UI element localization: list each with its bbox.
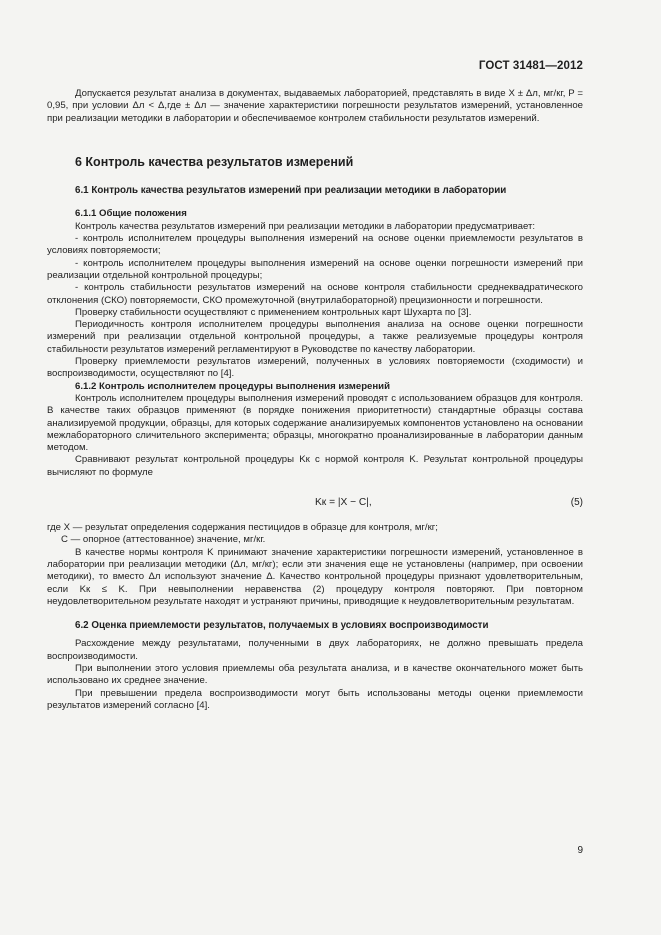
paragraph: Расхождение между результатами, полученными в двух лабораториях, не должно превышать предела воспроизводимости. [47,638,583,662]
paragraph: В качестве нормы контроля K принимают значение характеристики погрешности измерений, установленное в лаборатории при реализации методики (Δл, мг/кг); если эти значения еще не установлены (например, при освоении методики), то вместо Δл используют значение Δ. Качество контрольной процедуры признают удовлетворительным, если Kк ≤ K. При невыполнении неравенства (2) процедуру контроля повторяют. При повторном неудовлетворительном результате находят и устраняют причины, приводящие к неудовлетворительным результатам. [47,546,583,607]
list-item: - контроль исполнителем процедуры выполнения измерений на основе оценки приемлемости результатов в условиях повторяемости; [47,233,583,257]
paragraph: Контроль качества результатов измерений при реализации методики в лаборатории предусматривает: [75,220,536,232]
paragraph: Проверку стабильности осуществляют с применением контрольных карт Шухарта по [3]. [75,306,472,318]
page-content [47,88,583,712]
paragraph: Периодичность контроля исполнителем процедуры выполнения анализа на основе оценки погрешности измерений при реализации отдельной контрольной процедуры, а также реализуемые процедуры контроля стабильности результатов измерений регламентируют в Руководстве по качеству лаборатории. [47,319,583,355]
section-6-2-heading: 6.2 Оценка приемлемости результатов, получаемых в условиях воспроизводимости [75,620,489,632]
formula-expression: Kк = |X − C|, [315,497,372,509]
section-6-1-2-heading: 6.1.2 Контроль исполнителем процедуры выполнения измерений [75,380,390,392]
formula-legend: C — опорное (аттестованное) значение, мг/кг. [61,534,266,546]
paragraph: Контроль исполнителем процедуры выполнения измерений проводят с использованием образцов для контроля. В качестве таких образцов применяют (в порядке понижения приоритетности) стандартные образцы состава анализируемой продукции, образцы, для которых содержание анализируемых компонентов установлено на основании межлабораторного сличительного эксперимента; образцы, многократно проанализированные в лаборатории данным методом. [47,392,583,454]
list-item: - контроль стабильности результатов измерений на основе контроля стабильности среднеквадратического отклонения (СКО) повторяемости, СКО промежуточной (внутрилабораторной) прецизионности и погрешности. [47,282,583,306]
paragraph: Проверку приемлемости результатов измерений, полученных в условиях повторяемости (сходимости) и воспроизводимости, осуществляют по [4]. [47,356,583,380]
section-6-1-1-heading: 6.1.1 Общие положения [75,208,187,220]
formula-5 [47,497,583,511]
section-6-1-heading: 6.1 Контроль качества результатов измерений при реализации методики в лаборатории [75,185,507,197]
paragraph: Сравнивают результат контрольной процедуры Kк с нормой контроля K. Результат контрольной процедуры вычисляют по формуле [47,454,583,478]
standard-header: ГОСТ 31481—2012 [478,60,583,72]
formula-number: (5) [570,497,583,509]
paragraph: При выполнении этого условия приемлемы оба результата анализа, и в качестве окончательного может быть использовано их среднее значение. [47,662,583,687]
list-item: - контроль исполнителем процедуры выполнения измерений на основе оценки погрешности измерений при реализации отдельной контрольной процедуры; [47,257,583,281]
paragraph: При превышении предела воспроизводимости могут быть использованы методы оценки приемлемости результатов измерений согласно [4]. [47,687,583,711]
page-number: 9 [577,845,583,856]
section-6-heading: 6 Контроль качества результатов измерений [75,154,354,169]
formula-legend: где X — результат определения содержания пестицидов в образце для контроля, мг/кг; [47,522,438,534]
intro-paragraph: Допускается результат анализа в документах, выдаваемых лабораторией, представлять в виде X ± Δл, мг/кг, P = 0,95, при условии Δл < Δ,где ± Δл — значение характеристики погрешности результатов измерений, установленное при реализации методики в лаборатории и обеспечиваемое контролем стабильности результатов измерений. [47,88,583,124]
